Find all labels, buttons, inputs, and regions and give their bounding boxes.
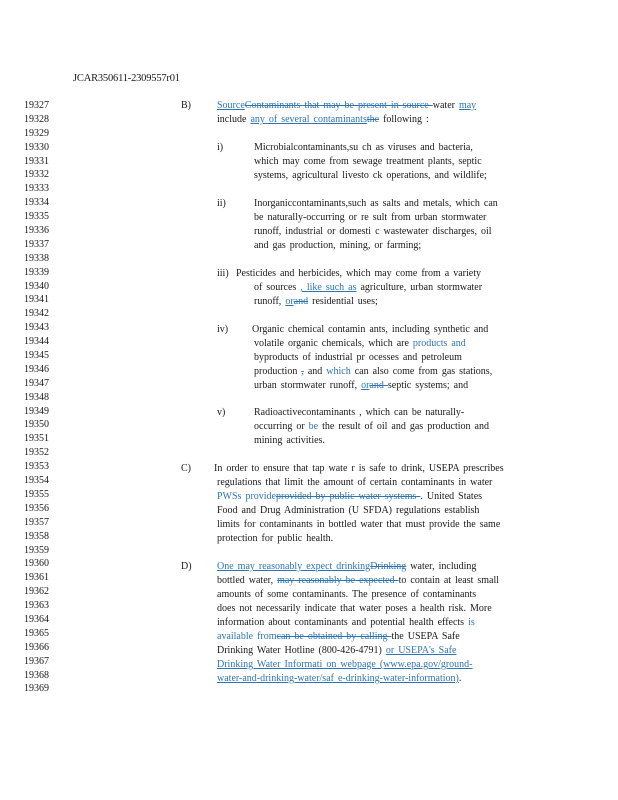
insertion: products and (412, 338, 466, 349)
insertion: which (326, 366, 351, 377)
insertion: or USEPA's Safe (385, 645, 457, 656)
text: of sources (254, 282, 301, 293)
deletion: Contaminants that may be present in source (244, 100, 433, 111)
line-number: 19368 (24, 669, 49, 681)
section-c-line1: In order to ensure that tap wate r is safe to drink, USEPA prescribes (214, 463, 504, 474)
section-d-line9 (217, 672, 461, 686)
link-text[interactable]: water-and-drinking-water/saf e-drinking-water-information) (217, 673, 459, 684)
line-number: 19349 (24, 405, 49, 417)
text: water, including (406, 561, 477, 572)
text: can also come from gas stations, (350, 366, 493, 377)
text: urban stormwater runoff, (254, 380, 362, 391)
text: volatile organic chemicals, which are (254, 338, 413, 349)
line-number: 19337 (24, 238, 49, 250)
text: Drinking Water Hotline (800-426-4791) (217, 645, 386, 656)
line-number: 19350 (24, 419, 49, 431)
section-b-line1 (217, 99, 476, 113)
deletion: can be obtained by calling (276, 631, 392, 642)
text-line: which may come from sewage treatment plants, septic (254, 155, 482, 167)
deletion: provided by public water systems (276, 491, 421, 502)
line-number: 19360 (24, 558, 49, 570)
insertion: or (361, 380, 370, 391)
text: . (458, 673, 462, 684)
line-number: 19342 (24, 308, 49, 320)
item-iii-line2 (254, 281, 482, 295)
line-number: 19343 (24, 322, 49, 334)
text: to contain at least small (398, 575, 500, 586)
line-number: 19345 (24, 350, 49, 362)
deletion: may reasonably be expected (277, 575, 399, 586)
text: residential uses; (308, 296, 378, 307)
line-number: 19359 (24, 544, 49, 556)
section-d-line1 (217, 560, 476, 574)
line-number: 19353 (24, 461, 49, 473)
item-iii-label: iii) (217, 268, 229, 279)
insertion: PWSs provide (217, 491, 276, 502)
section-d-line6 (217, 630, 460, 644)
item-ii-text (254, 197, 498, 253)
line-number: 19354 (24, 475, 49, 487)
text: production (254, 366, 302, 377)
text: include (217, 114, 251, 125)
section-d-line4: does not necessarily indicate that water poses a health risk. More (217, 603, 492, 614)
line-number: 19334 (24, 197, 49, 209)
line-number: 19329 (24, 127, 49, 139)
section-c-line6: protection for public health. (217, 533, 334, 544)
line-numbers (24, 99, 49, 696)
line-number: 19336 (24, 225, 49, 237)
line-number: 19338 (24, 252, 49, 264)
text-line: runoff, industrial or domesti c wastewater discharges, oil (254, 225, 492, 237)
section-c-line4: Food and Drug Administration (U SFDA) regulations establish (217, 505, 480, 516)
item-v-line2 (254, 420, 489, 434)
item-iv-line1: Organic chemical contamin ants, including synthetic and (252, 324, 489, 335)
section-c-line2: regulations that limit the amount of certain contaminants in water (217, 477, 493, 488)
line-number: 19358 (24, 530, 49, 542)
section-c-label: C) (181, 463, 191, 474)
line-number: 19332 (24, 169, 49, 181)
line-number: 19340 (24, 280, 49, 292)
line-number: 19339 (24, 266, 49, 278)
insertion: or (285, 296, 294, 307)
section-d-line3: amounts of some contaminants. The presence of contaminants (217, 589, 477, 600)
text: agriculture, urban stormwater (356, 282, 483, 293)
text: runoff, (254, 296, 286, 307)
insertion: be (308, 421, 319, 432)
section-b-label: B) (181, 100, 191, 111)
line-number: 19369 (24, 683, 49, 695)
text: information about contaminants and potential health effects (217, 617, 469, 628)
line-number: 19363 (24, 600, 49, 612)
item-v-label: v) (217, 407, 226, 418)
text-line: be naturally-occurring or re sult from urban stormwater (254, 211, 487, 223)
line-number: 19362 (24, 586, 49, 598)
item-iv-label: iv) (217, 324, 229, 335)
text: bottled water, (217, 575, 278, 586)
text: septic systems; and (387, 380, 469, 391)
line-number: 19335 (24, 211, 49, 223)
line-number: 19346 (24, 363, 49, 375)
deletion: and (369, 380, 388, 391)
line-number: 19361 (24, 572, 49, 584)
section-d-label: D) (181, 561, 192, 572)
item-iv-line2 (254, 337, 466, 351)
line-number: 19330 (24, 141, 49, 153)
insertion: , like such as (300, 282, 357, 293)
text-line: Inorganiccontaminants,such as salts and metals, which can (254, 198, 498, 209)
insertion: Drinking Water Informati on webpage (www.epa.gov/ground- (217, 659, 473, 670)
item-i-text (254, 141, 487, 183)
section-d-line2 (217, 574, 499, 588)
line-number: 19351 (24, 433, 49, 445)
section-b-line2 (217, 113, 429, 127)
line-number: 19357 (24, 516, 49, 528)
line-number: 19366 (24, 641, 49, 653)
item-iv-line3: byproducts of industrial pr ocesses and petroleum (254, 352, 462, 363)
text: the result of oil and gas production and (318, 421, 489, 432)
section-c-line5: limits for contaminants in bottled water that must provide the same (217, 519, 501, 530)
item-iv-line4 (254, 365, 492, 379)
section-c-line3 (217, 490, 482, 504)
line-number: 19352 (24, 447, 49, 459)
text: water (432, 100, 459, 111)
insertion: may (458, 100, 477, 111)
text: occurring or (254, 421, 309, 432)
line-number: 19356 (24, 502, 49, 514)
text-line: systems, agricultural livesto ck operations, and wildlife; (254, 169, 487, 181)
line-number: 19331 (24, 155, 49, 167)
insertion: any of several contaminants (250, 114, 367, 125)
line-number: 19348 (24, 391, 49, 403)
text-line: Microbialcontaminants,su ch as viruses and bacteria, (254, 142, 473, 153)
line-number: 19367 (24, 655, 49, 667)
line-number: 19341 (24, 294, 49, 306)
line-number: 19364 (24, 613, 49, 625)
item-ii-label: ii) (217, 198, 226, 209)
insertion: is (468, 617, 475, 628)
document-id: JCAR350611-2309557r01 (73, 73, 180, 84)
line-number: 19328 (24, 113, 49, 125)
item-v-line3: mining activities. (254, 435, 325, 446)
deletion: the (366, 114, 380, 125)
line-number: 19333 (24, 183, 49, 195)
deletion: and (293, 296, 309, 307)
text-line: and gas production, mining, or farming; (254, 239, 422, 251)
insertion: available from (217, 631, 277, 642)
section-d-line5 (217, 616, 475, 630)
deletion: Drinking (370, 561, 407, 572)
line-number: 19355 (24, 488, 49, 500)
item-iv-line5 (254, 379, 468, 393)
line-number: 19327 (24, 100, 49, 111)
item-iii-line1: Pesticides and herbicides, which may come from a variety (236, 268, 481, 279)
item-v-line1: Radioactivecontaminants , which can be naturally- (254, 407, 465, 418)
text: . United States (420, 491, 483, 502)
insertion: One may reasonably expect drinking (217, 561, 371, 572)
item-i-label: i) (217, 142, 224, 153)
insertion: Source (217, 100, 245, 111)
line-number: 19347 (24, 377, 49, 389)
text: the USEPA Safe (391, 631, 460, 642)
text: following : (379, 114, 429, 125)
section-d-line8 (217, 658, 473, 672)
item-iii-line3 (254, 295, 378, 309)
section-d-line7 (217, 644, 456, 658)
deletion: , (301, 366, 304, 377)
text: and (303, 366, 327, 377)
line-number: 19344 (24, 336, 49, 348)
line-number: 19365 (24, 627, 49, 639)
